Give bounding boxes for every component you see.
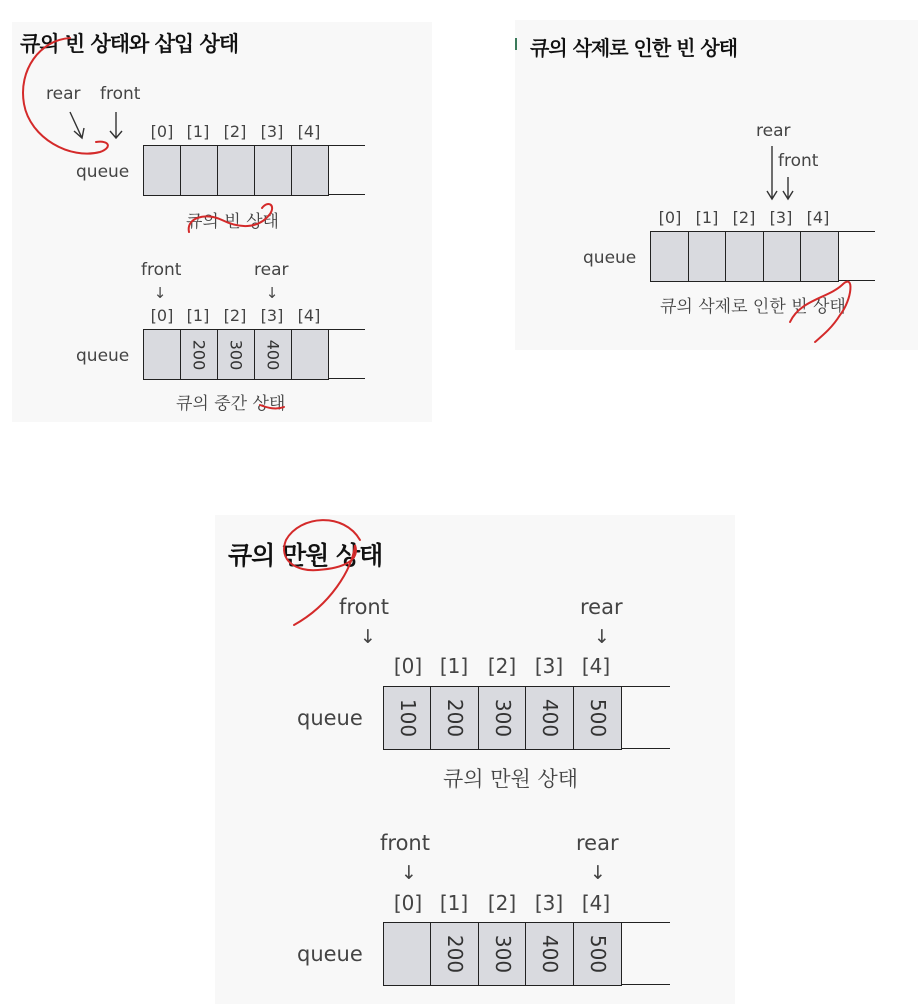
- cell-value: 200: [442, 698, 467, 738]
- front-label: front: [100, 84, 141, 104]
- cell-value: 300: [490, 698, 515, 738]
- queue-cell: [525, 686, 574, 750]
- index-label: [1]: [695, 208, 719, 227]
- section-title-empty-insert: 큐의 빈 상태와 삽입 상태: [20, 32, 239, 56]
- title-marker: [515, 38, 517, 50]
- cell-value: 300: [226, 339, 246, 370]
- queue-cell: [478, 686, 527, 750]
- queue-cell: [291, 329, 329, 380]
- front-arrow-icon: ↓: [401, 862, 417, 884]
- queue-label: queue: [76, 162, 130, 182]
- cell-value: 400: [263, 339, 283, 370]
- queue-cell: [525, 922, 574, 986]
- rear-label: rear: [576, 831, 619, 855]
- queue-cell: [688, 231, 727, 282]
- rear-label: rear: [756, 121, 791, 141]
- diagram-caption: 큐의 빈 상태: [186, 212, 279, 232]
- index-label: [3]: [260, 306, 284, 325]
- cell-value: 500: [585, 698, 610, 738]
- queue-cell: [180, 145, 218, 196]
- rear-arrow-icon: ↓: [590, 862, 606, 884]
- front-arrow-icon: ↓: [153, 284, 167, 302]
- cell-value: 100: [395, 698, 420, 738]
- index-label: [0]: [658, 208, 682, 227]
- queue-open-edge: [622, 748, 670, 749]
- queue-cell: [430, 922, 479, 986]
- index-label: [2]: [223, 122, 247, 141]
- front-label: front: [141, 260, 182, 280]
- diagram-caption: 큐의 중간 상태: [176, 394, 286, 414]
- queue-cell: [383, 686, 432, 750]
- index-label: [1]: [439, 891, 469, 915]
- front-label: front: [339, 595, 389, 619]
- cell-value: 400: [537, 934, 562, 974]
- index-label: [2]: [732, 208, 756, 227]
- cell-value: 200: [189, 339, 209, 370]
- index-label: [0]: [150, 306, 174, 325]
- queue-open-edge: [622, 686, 670, 687]
- cell-value: 200: [442, 934, 467, 974]
- index-label: [2]: [487, 891, 517, 915]
- rear-label: rear: [46, 84, 81, 104]
- queue-cell: [383, 922, 432, 986]
- queue-cell: [143, 145, 181, 196]
- queue-open-edge: [329, 194, 365, 195]
- queue-label: queue: [583, 248, 637, 268]
- index-label: [4]: [581, 654, 611, 678]
- queue-cell: [254, 145, 292, 196]
- cell-value: 300: [490, 934, 515, 974]
- rear-label: rear: [580, 595, 623, 619]
- front-label: front: [380, 831, 430, 855]
- index-label: [4]: [297, 122, 321, 141]
- section-title-delete-empty: 큐의 삭제로 인한 빈 상태: [530, 36, 738, 60]
- index-label: [0]: [150, 122, 174, 141]
- index-label: [3]: [534, 654, 564, 678]
- queue-cell: [254, 329, 292, 380]
- index-label: [4]: [806, 208, 830, 227]
- index-label: [2]: [487, 654, 517, 678]
- queue-cell: [800, 231, 839, 282]
- queue-cell: [763, 231, 802, 282]
- index-label: [1]: [186, 122, 210, 141]
- queue-label: queue: [297, 706, 363, 730]
- rear-arrow-icon: ↓: [594, 626, 610, 648]
- queue-cell: [725, 231, 764, 282]
- queue-label: queue: [297, 942, 363, 966]
- index-label: [1]: [439, 654, 469, 678]
- diagram-caption: 큐의 만원 상태: [443, 767, 579, 791]
- cell-value: 500: [585, 934, 610, 974]
- rear-arrow-icon: ↓: [265, 284, 279, 302]
- queue-cell: [573, 686, 622, 750]
- queue-cell: [291, 145, 329, 196]
- queue-open-edge: [329, 329, 365, 330]
- index-label: [4]: [581, 891, 611, 915]
- queue-cell: [650, 231, 689, 282]
- index-label: [3]: [260, 122, 284, 141]
- front-arrow-icon: ↓: [360, 626, 376, 648]
- queue-open-edge: [329, 378, 365, 379]
- queue-open-edge: [622, 984, 670, 985]
- queue-cell: [217, 145, 255, 196]
- queue-cell: [217, 329, 255, 380]
- queue-open-edge: [839, 280, 875, 281]
- queue-cell: [430, 686, 479, 750]
- index-label: [2]: [223, 306, 247, 325]
- index-label: [3]: [534, 891, 564, 915]
- index-label: [0]: [393, 891, 423, 915]
- queue-open-edge: [329, 145, 365, 146]
- index-label: [4]: [297, 306, 321, 325]
- queue-cell: [478, 922, 527, 986]
- index-label: [3]: [769, 208, 793, 227]
- queue-cell: [180, 329, 218, 380]
- front-label: front: [778, 151, 819, 171]
- queue-open-edge: [622, 922, 670, 923]
- queue-open-edge: [839, 231, 875, 232]
- index-label: [1]: [186, 306, 210, 325]
- cell-value: 400: [537, 698, 562, 738]
- queue-cell: [573, 922, 622, 986]
- queue-cell: [143, 329, 181, 380]
- rear-label: rear: [254, 260, 289, 280]
- diagram-caption: 큐의 삭제로 인한 빈 상태: [660, 297, 846, 317]
- index-label: [0]: [393, 654, 423, 678]
- section-title-full: 큐의 만원 상태: [228, 541, 383, 570]
- queue-label: queue: [76, 346, 130, 366]
